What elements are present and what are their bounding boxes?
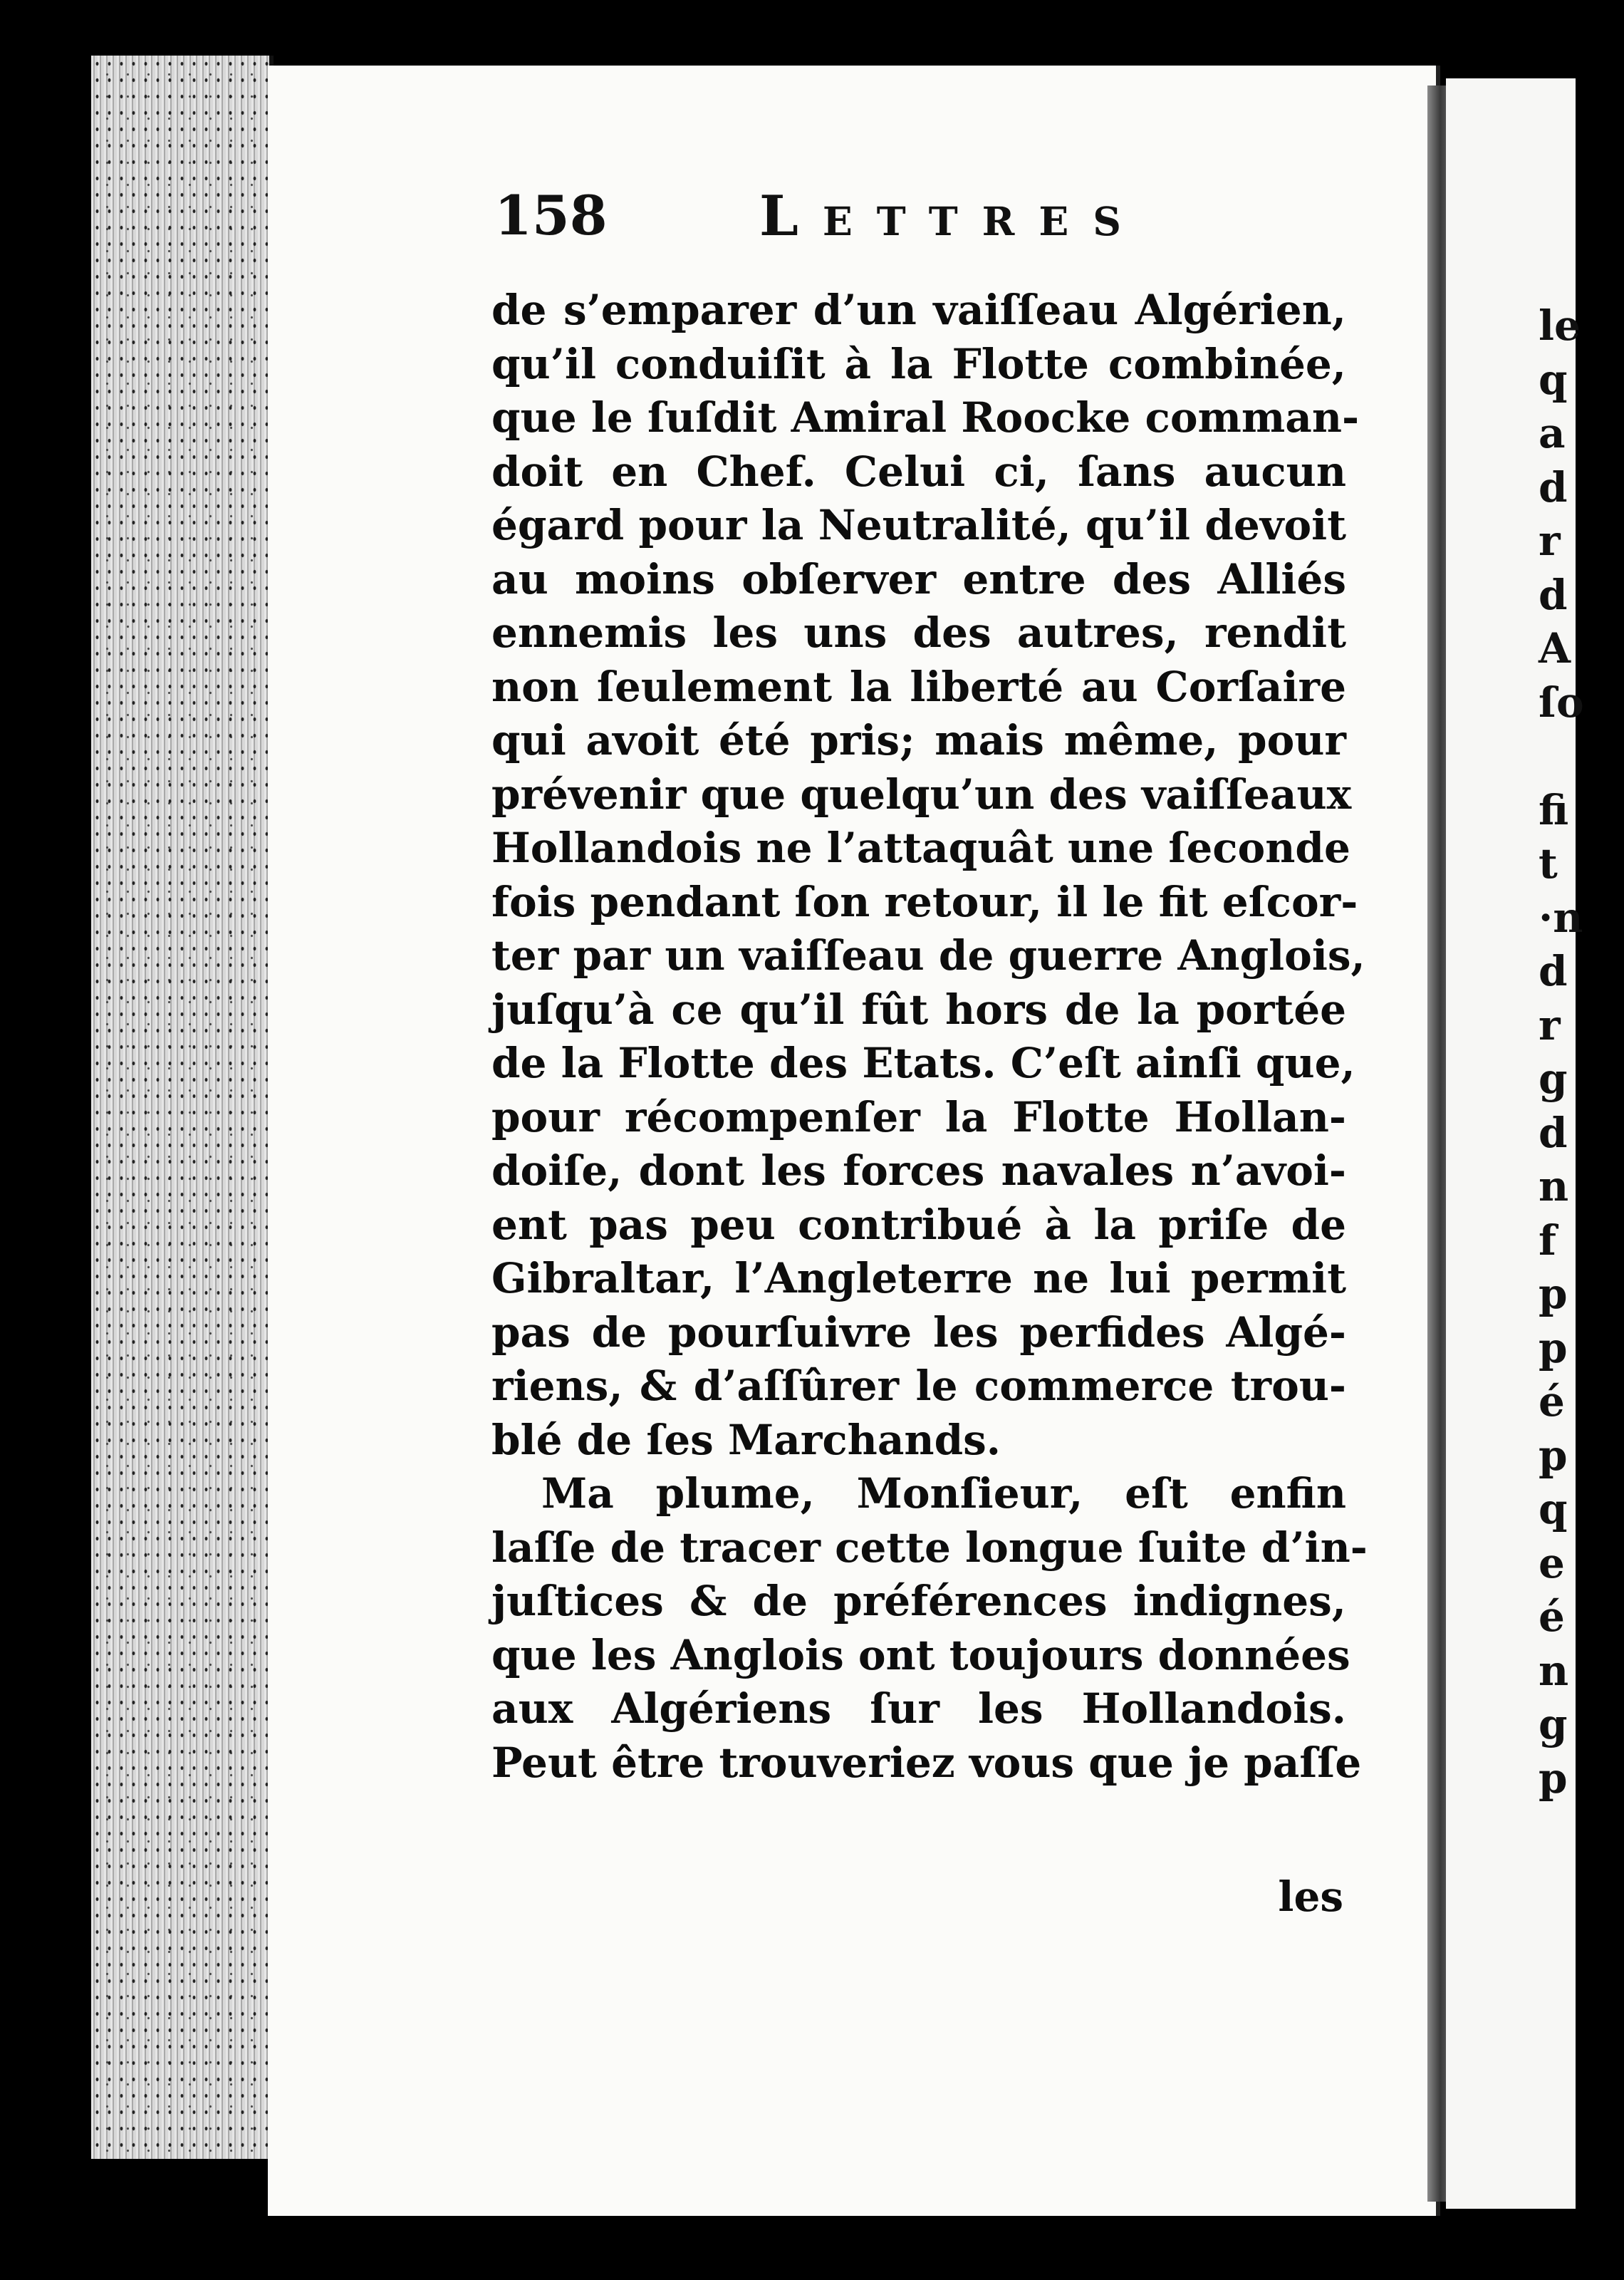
facing-fragment: r <box>1539 517 1561 565</box>
facing-fragment: ·n <box>1539 893 1583 942</box>
text-line: au moins obſerver entre des Alliés <box>491 554 1346 603</box>
facing-fragment: fi <box>1539 785 1569 834</box>
facing-fragment: p <box>1539 1323 1568 1372</box>
text-line: ter par un vaiſſeau de guerre Anglois, <box>491 931 1365 980</box>
facing-fragment: r <box>1539 1000 1561 1050</box>
facing-fragment: é <box>1539 1592 1565 1641</box>
text-line: de s’emparer d’un vaiſſeau Algérien, <box>491 286 1346 334</box>
text-line: aux Algériens ſur les Hollandois. <box>491 1684 1346 1733</box>
facing-fragment: d <box>1539 570 1568 619</box>
text-line: ent pas peu contribué à la priſe de <box>491 1200 1346 1249</box>
text-line: Ma plume, Monſieur, eſt enfin <box>541 1469 1346 1518</box>
text-line: fois pendant ſon retour, il le fit eſcor- <box>491 877 1358 926</box>
text-line: qu’il conduiſit à la Flotte combinée, <box>491 339 1346 388</box>
facing-fragment: le <box>1539 301 1581 350</box>
facing-fragment: A <box>1539 624 1571 673</box>
text-line: laſſe de tracer cette longue ſuite d’in- <box>491 1523 1368 1572</box>
text-line: égard pour la Neutralité, qu’il devoit <box>491 501 1346 549</box>
facing-fragment: n <box>1539 1162 1569 1211</box>
text-line: que les Anglois ont toujours données <box>491 1630 1350 1679</box>
text-line: Hollandois ne l’attaquât une ſeconde <box>491 824 1350 872</box>
facing-fragment: n <box>1539 1646 1569 1695</box>
facing-fragment: d <box>1539 462 1568 512</box>
facing-fragment: q <box>1539 1485 1568 1533</box>
text-line: Gibraltar, l’Angleterre ne lui permit <box>491 1254 1346 1302</box>
text-line: que le ſuſdit Amiral Roocke comman- <box>491 393 1360 442</box>
text-line: juſqu’à ce qu’il fût hors de la portée <box>491 985 1346 1034</box>
facing-fragment: é <box>1539 1377 1565 1426</box>
facing-fragment: ſo <box>1539 678 1584 727</box>
facing-fragment: a <box>1539 409 1566 457</box>
running-head: Lettres <box>759 184 1146 249</box>
page-block-edge <box>91 56 274 2159</box>
text-line: doiſe, dont les forces navales n’avoi- <box>491 1146 1346 1195</box>
facing-fragment: f <box>1539 1216 1556 1265</box>
text-line: de la Flotte des Etats. C’eſt ainſi que, <box>491 1039 1355 1087</box>
text-line: qui avoit été pris; mais même, pour <box>491 716 1346 765</box>
facing-fragment <box>1539 730 1624 784</box>
text-line: pas de pourſuivre les perfides Algé- <box>491 1307 1346 1357</box>
facing-fragment: p <box>1539 1753 1568 1803</box>
facing-fragment: p <box>1539 1431 1568 1480</box>
text-line: non ſeulement la liberté au Corſaire <box>491 662 1346 711</box>
facing-fragment: q <box>1539 355 1568 404</box>
facing-fragment: p <box>1539 1270 1568 1318</box>
text-line: pour récompenſer la Flotte Hollan- <box>491 1092 1346 1141</box>
facing-fragment: d <box>1539 1108 1568 1157</box>
text-line: doit en Chef. Celui ci, ſans aucun <box>491 447 1346 496</box>
text-line: Peut être trouveriez vous que je paſſe <box>491 1738 1362 1787</box>
text-line: ennemis les uns des autres, rendit <box>491 608 1346 657</box>
facing-fragment: t <box>1539 839 1558 888</box>
catchword: les <box>1278 1872 1343 1921</box>
facing-fragment: d <box>1539 947 1568 995</box>
facing-fragment: g <box>1539 1700 1568 1748</box>
facing-fragment: g <box>1539 1054 1568 1103</box>
page-number: 158 <box>494 184 608 247</box>
text-line: blé de ſes Marchands. <box>491 1415 1001 1464</box>
text-line: prévenir que quelqu’un des vaiſſeaux <box>491 770 1352 819</box>
text-line: juſtices & de préférences indignes, <box>491 1577 1346 1625</box>
text-line: riens, & d’aſſûrer le commerce trou- <box>491 1362 1346 1410</box>
body-text <box>491 284 1368 1790</box>
facing-page-fragments <box>1539 299 1624 1805</box>
facing-fragment: e <box>1539 1538 1565 1587</box>
page-header <box>494 184 1342 262</box>
